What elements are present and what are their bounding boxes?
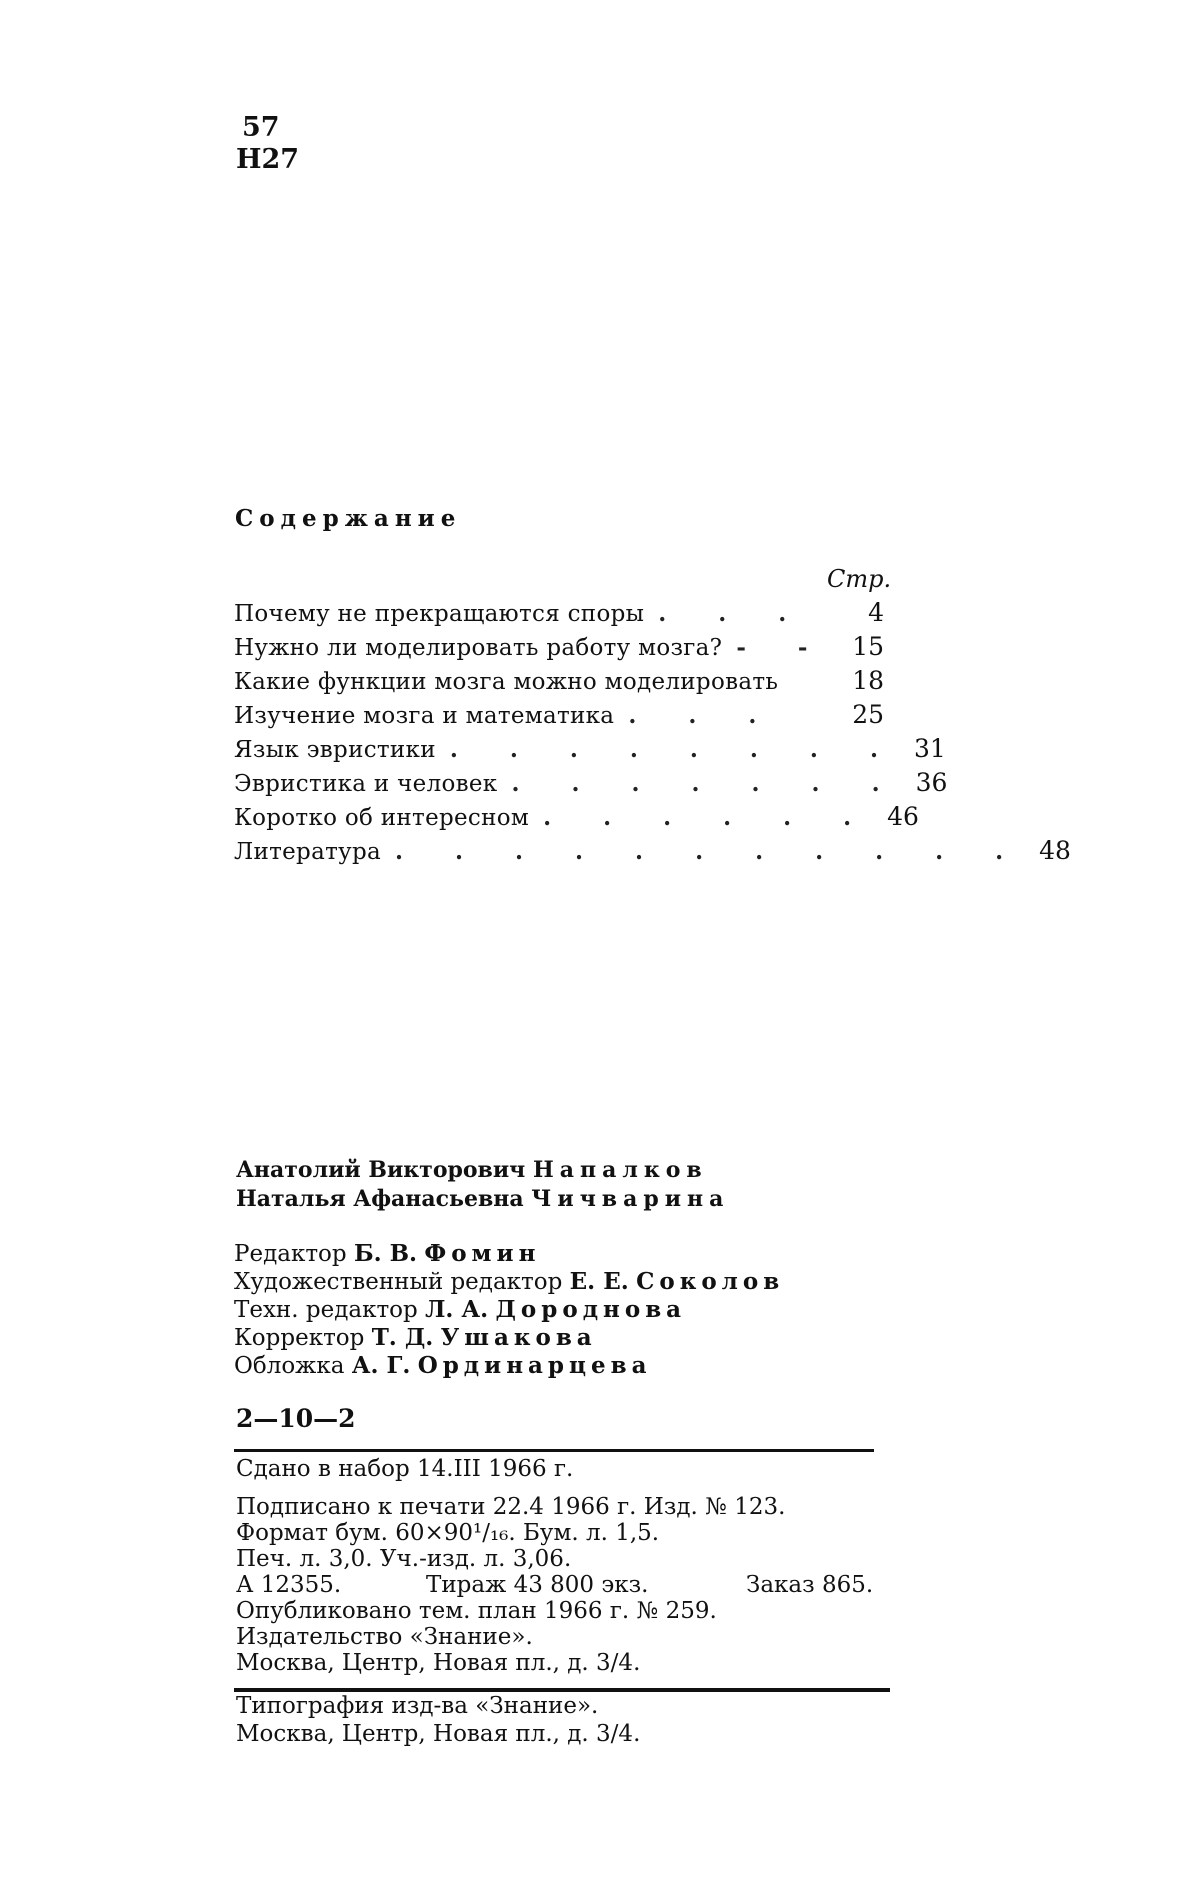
toc-item: [234, 700, 884, 734]
toc-item-title: Почему не прекращаются споры: [234, 601, 645, 627]
staff-initials: Л. А.: [425, 1296, 489, 1323]
staff-surname: Соколов: [636, 1268, 785, 1295]
toc-title: Содержание: [235, 505, 462, 532]
toc-item-title: Изучение мозга и математика: [234, 703, 615, 729]
toc-item-title: Язык эвристики: [234, 737, 436, 763]
toc-item-page: 15: [852, 632, 884, 661]
staff-role: Техн. редактор: [234, 1297, 418, 1323]
staff-initials: Б. В.: [353, 1240, 418, 1267]
staff-surname: Фомин: [424, 1240, 541, 1267]
staff-initials: Т. Д.: [371, 1324, 434, 1351]
toc-item-dots: . . . . . . .: [511, 770, 902, 797]
imprint-signed: Подписано к печати 22.4 1966 г. Изд. № 123.: [236, 1494, 786, 1520]
imprint-plan: Опубликовано тем. план 1966 г. № 259.: [236, 1598, 717, 1624]
toc-item-page: 4: [868, 598, 884, 627]
printer-block: [236, 1692, 640, 1748]
imprint-run: Тираж 43 800 экз.: [426, 1572, 649, 1598]
divider-top: [234, 1449, 874, 1452]
author-2-given: Наталья Афанасьевна: [236, 1186, 524, 1212]
toc-item-title: Какие функции мозга можно моделировать: [234, 669, 779, 695]
toc-item-page: 48: [1039, 836, 1071, 865]
editorial-staff: [234, 1240, 784, 1380]
toc-item-title: Коротко об интересном: [234, 805, 530, 831]
toc-item: [234, 802, 919, 836]
toc-page-header: Стр.: [827, 565, 892, 593]
toc-item-dots: . . . . . . . .: [449, 736, 900, 763]
staff-initials: Е. Е.: [569, 1268, 629, 1295]
toc-item-dots: . . . . . .: [543, 804, 874, 831]
toc-item-page: 46: [887, 802, 919, 831]
imprint-run-line: [236, 1572, 886, 1598]
imprint-format: Формат бум. 60×90¹/₁₆. Бум. л. 1,5.: [236, 1520, 660, 1546]
staff-line: [234, 1324, 784, 1352]
toc-item-dots: . . . . . . . . . . .: [395, 838, 1026, 865]
toc-item: [234, 666, 884, 700]
toc-item: [234, 836, 1071, 870]
staff-line: [234, 1240, 784, 1268]
author-2-surname: Чичварина: [531, 1186, 730, 1212]
udc-line-2: Н27: [236, 144, 300, 175]
author-2: [236, 1185, 729, 1214]
toc-item: [234, 768, 948, 802]
toc-item-title: Нужно ли моделировать работу мозга?: [234, 635, 723, 661]
authors: [236, 1156, 729, 1214]
toc-item-page: 31: [913, 734, 946, 763]
author-1-surname: Напалков: [532, 1157, 708, 1183]
toc-item-page: 25: [852, 700, 884, 729]
toc-item-page: 36: [915, 768, 948, 797]
staff-role: Корректор: [234, 1325, 365, 1351]
staff-role: Редактор: [234, 1241, 347, 1267]
staff-surname: Ушакова: [440, 1324, 597, 1351]
staff-line: [234, 1296, 784, 1324]
toc-item: [234, 734, 946, 768]
imprint-sheets: Печ. л. 3,0. Уч.-изд. л. 3,06.: [236, 1546, 572, 1572]
staff-surname: Дороднова: [495, 1296, 687, 1323]
toc-item-title: Эвристика и человек: [234, 771, 498, 797]
toc-item-page: 18: [852, 666, 884, 695]
printer-name: Типография изд-ва «Знание».: [236, 1693, 599, 1719]
toc-item-dots: . . .: [628, 702, 779, 729]
staff-line: [234, 1268, 784, 1296]
author-1: [236, 1156, 729, 1185]
udc-index: [236, 112, 300, 176]
toc-item: [234, 598, 884, 632]
imprint-publisher: Издательство «Знание».: [236, 1624, 533, 1650]
imprint-gap: [236, 1482, 886, 1494]
toc-item-dots: . . .: [658, 600, 809, 627]
staff-initials: А. Г.: [351, 1352, 411, 1379]
imprint-sent: Сдано в набор 14.III 1966 г.: [236, 1456, 574, 1482]
table-of-contents: [234, 598, 1071, 870]
staff-surname: Ординарцева: [417, 1352, 652, 1379]
toc-item-title: Литература: [234, 839, 381, 865]
catalog-code: 2—10—2: [236, 1404, 356, 1433]
imprint-address: Москва, Центр, Новая пл., д. 3/4.: [236, 1650, 641, 1676]
udc-line-1: 57: [242, 112, 280, 143]
imprint-a-number: А 12355.: [236, 1572, 342, 1598]
staff-line: [234, 1352, 784, 1380]
imprint-order: Заказ 865.: [746, 1572, 874, 1598]
printer-address: Москва, Центр, Новая пл., д. 3/4.: [236, 1721, 641, 1747]
toc-item: [234, 632, 884, 666]
staff-role: Художественный редактор: [234, 1269, 563, 1295]
imprint-block: [236, 1456, 886, 1676]
staff-role: Обложка: [234, 1353, 345, 1379]
author-1-given: Анатолий Викторович: [236, 1157, 526, 1183]
toc-item-dots: - -: [736, 634, 830, 661]
